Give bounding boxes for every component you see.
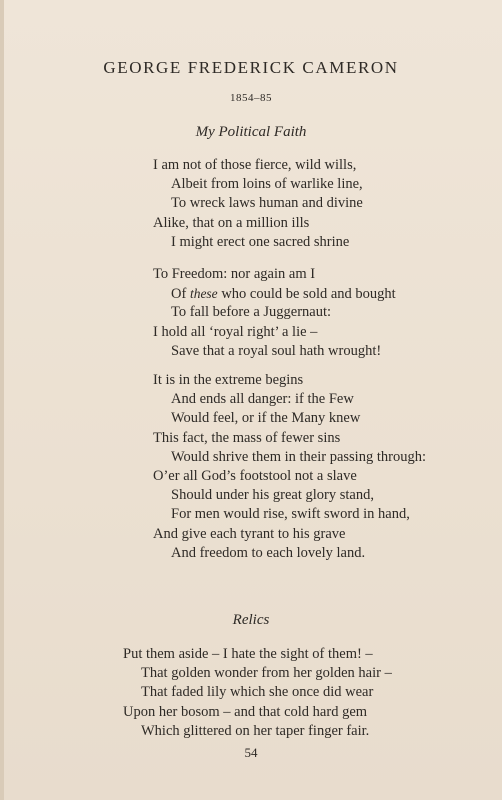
poem-line: Should under his great glory stand, [171,487,374,504]
author-heading: GEORGE FREDERICK CAMERON [103,58,399,77]
poem-line-with-italic: Of these who could be sold and bought [171,286,396,303]
poem-line: That golden wonder from her golden hair – [141,665,392,682]
poem-line: And freedom to each lovely land. [171,544,366,561]
poem-line: O’er all God’s footstool not a slave [153,468,357,484]
poem-line: To Freedom: nor again am I [153,266,316,282]
poem-line: This fact, the mass of fewer sins [153,429,341,446]
stanza-3 [153,371,483,467]
poem-line: Which glittered on her taper finger fair. [141,722,370,739]
poem-line: I hold all ‘royal right’ a lie – [153,323,318,340]
stanza-1 [153,156,483,252]
poem-line: I am not of those fierce, wild wills, [153,157,357,173]
poem-line: Put them aside – I hate the sight of them! – [123,646,373,662]
poem-line: Save that a royal soul hath wrought! [171,342,382,359]
italic-word: these [189,286,218,302]
poem-line: And ends all danger: if the Few [171,391,354,408]
poem-line: To wreck laws human and divine [171,195,363,212]
poem-title-political-faith: My Political Faith [195,124,307,140]
poem-line: I might erect one sacred shrine [171,233,350,250]
page-number: 54 [244,745,258,760]
poem-line: Alike, that on a million ills [153,214,310,231]
poem-line: Would feel, or if the Many knew [171,410,361,427]
poem-line: Would shrive them in their passing through: [171,448,426,465]
poem-line: To fall before a Juggernaut: [171,304,332,321]
stanza-2 [153,265,483,361]
poem-title-relics: Relics [232,612,270,628]
poem-line: That faded lily which she once did wear [141,684,374,701]
poem-line: Upon her bosom – and that cold hard gem [123,703,368,720]
poem-line: And give each tyrant to his grave [153,525,346,542]
poem-line: For men would rise, swift sword in hand, [171,506,410,523]
poem-line: Albeit from loins of warlike line, [171,176,363,193]
page-edge [0,0,4,800]
author-dates: 1854–85 [230,92,272,104]
poem-line: It is in the extreme begins [153,372,304,388]
stanza-4 [153,467,483,563]
stanza-relics [123,645,483,741]
